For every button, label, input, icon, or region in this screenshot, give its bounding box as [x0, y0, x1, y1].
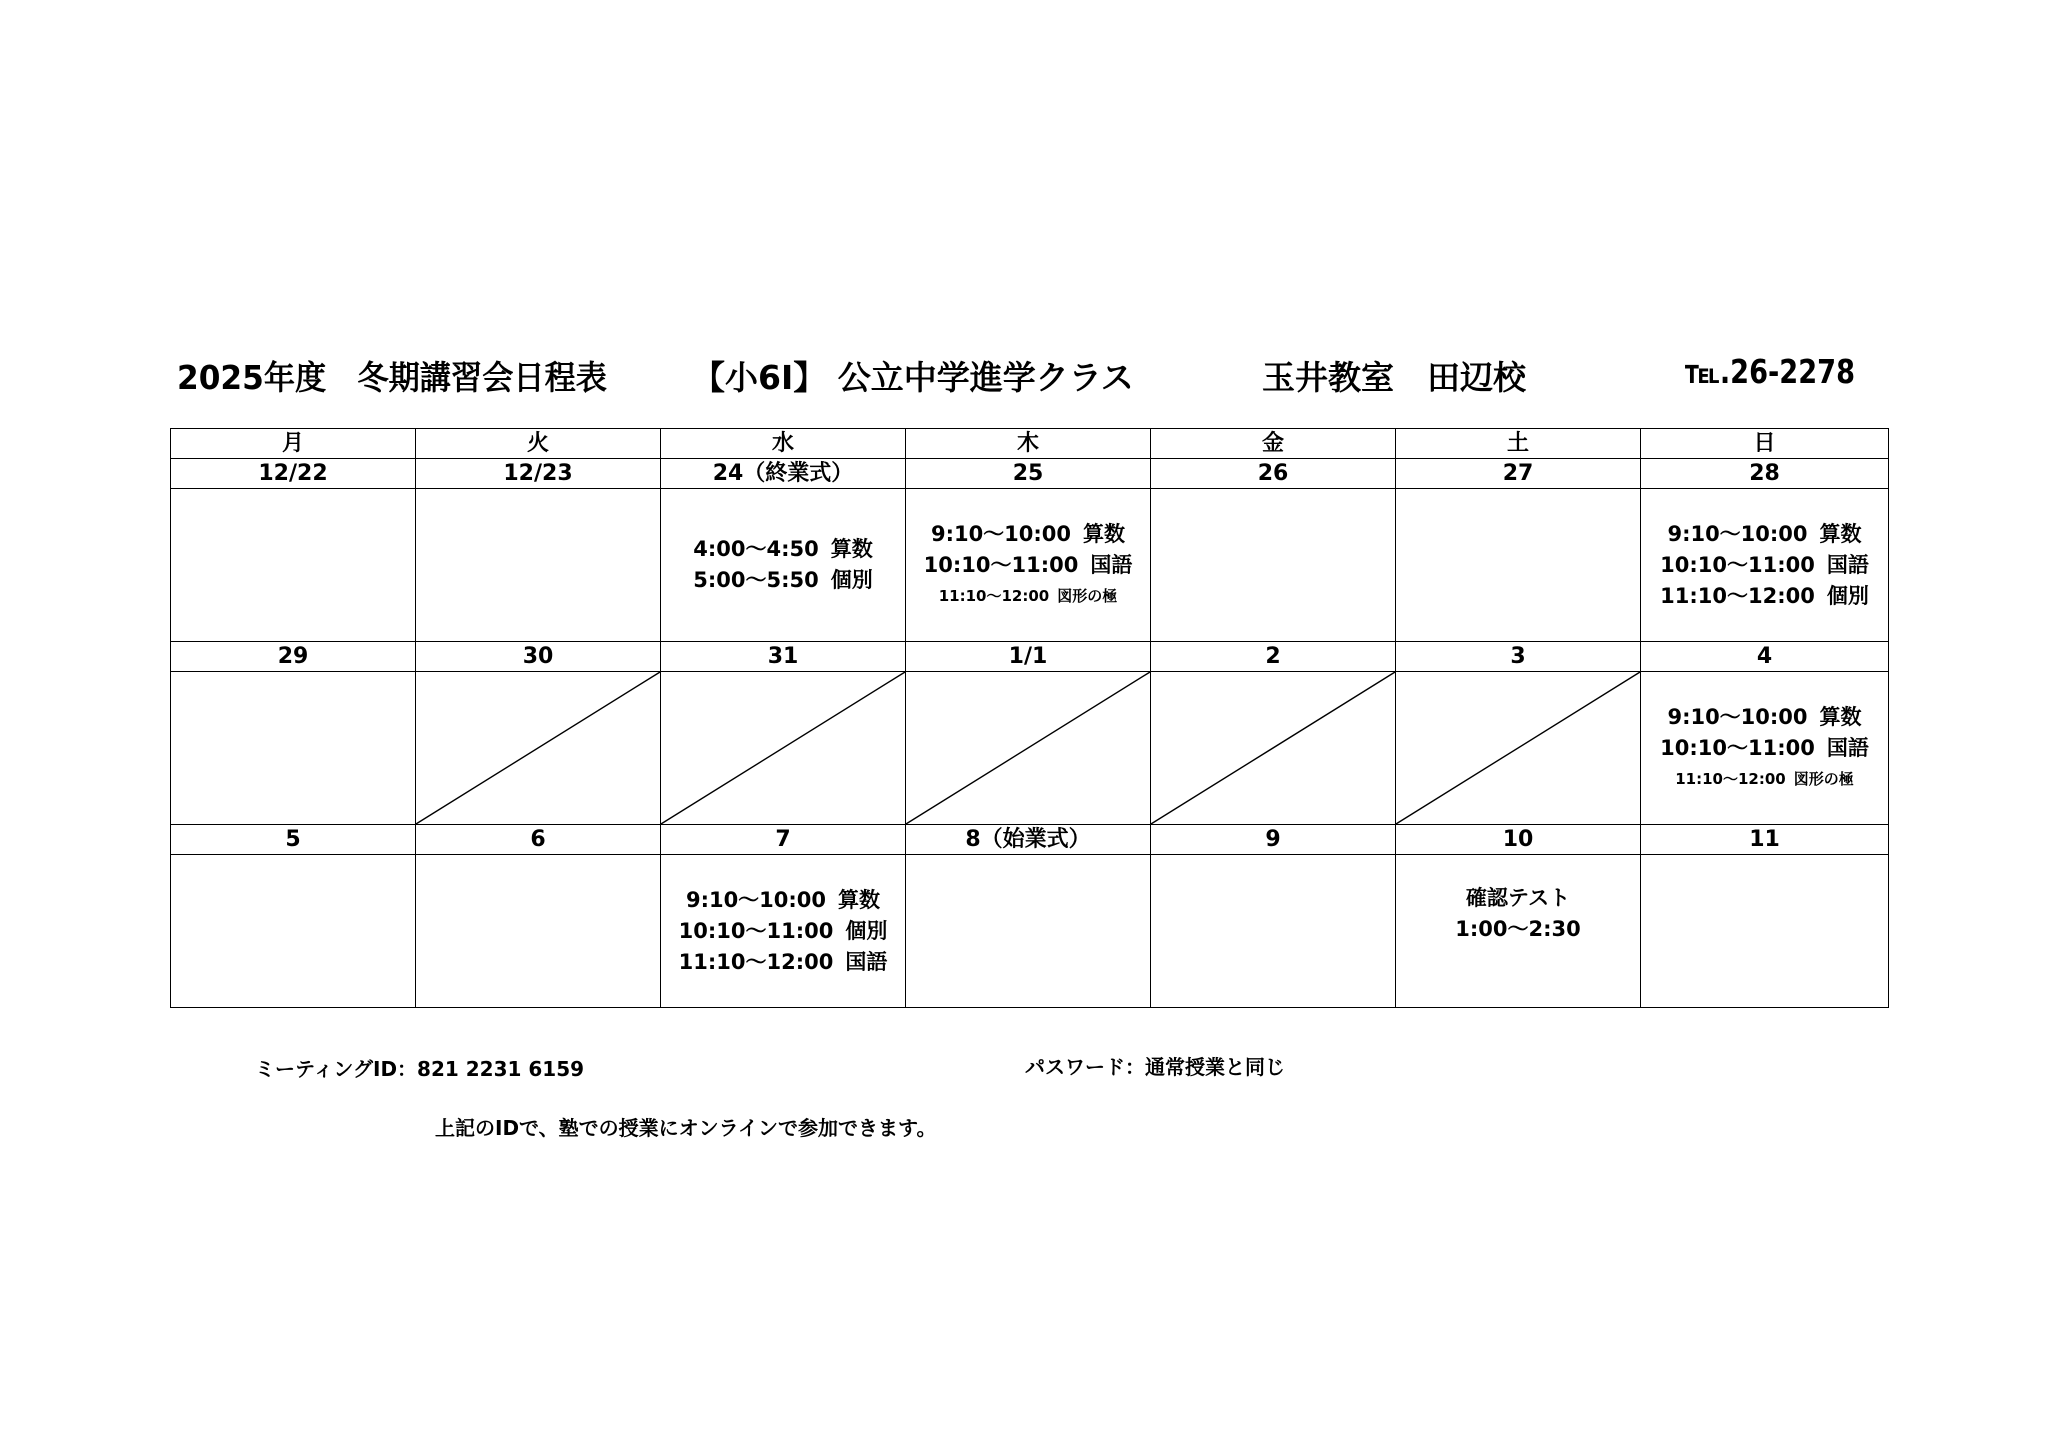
school-name: 玉井教室 田辺校: [1262, 358, 1526, 397]
lesson-subject: 図形の極: [1793, 769, 1854, 788]
weekday-header: 土: [1396, 429, 1641, 459]
title-row: [0, 352, 2048, 402]
weekday-header: 月: [171, 429, 416, 459]
closed-day-cell: [661, 672, 906, 825]
closed-day-cell: [1396, 672, 1641, 825]
date-cell: 27: [1396, 459, 1641, 489]
date-row: [171, 642, 1889, 672]
empty-day-cell: [1641, 855, 1889, 1008]
date-cell: 28: [1641, 459, 1889, 489]
closed-day-cell: [416, 672, 661, 825]
date-cell: 12/22: [171, 459, 416, 489]
closed-day-cell: [1151, 672, 1396, 825]
lesson-time: 10:10～11:00: [1660, 552, 1815, 577]
date-cell: 31: [661, 642, 906, 672]
lesson-subject: 国語: [1090, 552, 1133, 577]
lesson-slot: [906, 519, 1150, 550]
date-cell: 26: [1151, 459, 1396, 489]
online-note: 上記のIDで、塾での授業にオンラインで参加できます。: [435, 1116, 937, 1140]
lesson-subject: 個別: [1826, 583, 1869, 608]
date-cell: 25: [906, 459, 1151, 489]
class-name: 【小6Ⅰ】 公立中学進学クラス: [692, 358, 1134, 397]
lesson-time: 4:00～4:50: [693, 537, 819, 561]
date-cell: 3: [1396, 642, 1641, 672]
lesson-slot: [1641, 733, 1888, 764]
closed-day-cell: [906, 672, 1151, 825]
lesson-time: 9:10～10:00: [685, 887, 827, 912]
date-cell: 6: [416, 825, 661, 855]
schedule-row: [171, 855, 1889, 1008]
lesson-slot: [906, 550, 1150, 581]
empty-day-cell: [1151, 855, 1396, 1008]
lesson-time: 5:00～5:50: [693, 568, 819, 592]
event-note: 確認テスト: [1465, 886, 1571, 910]
closed-day-slash: [1396, 672, 1640, 824]
schedule-row: [171, 489, 1889, 642]
empty-day-cell: [1396, 489, 1641, 642]
schedule-table: [170, 428, 1889, 1008]
lesson-time: 9:10～10:00: [930, 521, 1072, 546]
date-cell: 8（始業式）: [906, 825, 1151, 855]
lesson-cell: [1641, 672, 1889, 825]
lesson-cell: [661, 855, 906, 1008]
lesson-subject: 算数: [1083, 521, 1126, 546]
lesson-slot: [1641, 764, 1888, 795]
date-cell: 4: [1641, 642, 1889, 672]
weekday-header: 木: [906, 429, 1151, 459]
lesson-slot: [661, 565, 905, 596]
lesson-slot: [661, 534, 905, 565]
weekday-header: 水: [661, 429, 906, 459]
lesson-slot: [1641, 550, 1888, 581]
event-note: 1:00～2:30: [1455, 917, 1581, 941]
lesson-slot: [661, 885, 905, 916]
lesson-subject: 個別: [845, 918, 888, 943]
lesson-cell: [906, 489, 1151, 642]
empty-day-cell: [171, 489, 416, 642]
empty-day-cell: [416, 855, 661, 1008]
empty-day-cell: [171, 672, 416, 825]
lesson-time: 10:10～11:00: [1660, 735, 1815, 760]
event-cell: [1396, 855, 1641, 1008]
lesson-time: 11:10～12:00: [678, 949, 834, 974]
closed-day-slash: [1151, 672, 1395, 824]
lesson-slot: [661, 947, 905, 978]
phone-number: ℡.26-2278: [1685, 352, 1855, 391]
lesson-time: 9:10～10:00: [1667, 704, 1808, 729]
empty-day-cell: [1151, 489, 1396, 642]
date-cell: 1/1: [906, 642, 1151, 672]
lesson-slot: [661, 916, 905, 947]
weekday-header-row: [171, 429, 1889, 459]
meeting-id: ミーティングID：821 2231 6159: [255, 1057, 585, 1081]
lesson-time: 10:10～11:00: [678, 918, 834, 943]
lesson-subject: 算数: [1819, 521, 1862, 546]
meeting-password: パスワード：通常授業と同じ: [1025, 1055, 1285, 1079]
closed-day-slash: [906, 672, 1150, 824]
weekday-header: 日: [1641, 429, 1889, 459]
weekday-header: 火: [416, 429, 661, 459]
closed-day-slash: [416, 672, 660, 824]
lesson-slot: [1641, 702, 1888, 733]
date-row: [171, 825, 1889, 855]
lesson-time: 10:10～11:00: [923, 552, 1079, 577]
lesson-time: 11:10～12:00: [938, 586, 1050, 605]
date-cell: 24（終業式）: [661, 459, 906, 489]
lesson-slot: [1641, 581, 1888, 612]
lesson-slot: [1641, 519, 1888, 550]
date-cell: 2: [1151, 642, 1396, 672]
lesson-time: 9:10～10:00: [1667, 521, 1808, 546]
weekday-header: 金: [1151, 429, 1396, 459]
lesson-subject: 国語: [1826, 552, 1869, 577]
lesson-subject: 算数: [1819, 704, 1862, 729]
lesson-cell: [1641, 489, 1889, 642]
lesson-subject: 国語: [845, 949, 888, 974]
lesson-slot: [906, 581, 1150, 612]
lesson-subject: 国語: [1826, 735, 1869, 760]
schedule-title: 2025年度 冬期講習会日程表: [177, 358, 607, 397]
lesson-subject: 算数: [838, 887, 881, 912]
lesson-time: 11:10～12:00: [1660, 583, 1815, 608]
date-cell: 30: [416, 642, 661, 672]
date-cell: 12/23: [416, 459, 661, 489]
date-row: [171, 459, 1889, 489]
date-cell: 11: [1641, 825, 1889, 855]
lesson-subject: 個別: [830, 568, 873, 592]
lesson-time: 11:10～12:00: [1675, 769, 1786, 788]
empty-day-cell: [416, 489, 661, 642]
lesson-cell: [661, 489, 906, 642]
empty-day-cell: [906, 855, 1151, 1008]
date-cell: 29: [171, 642, 416, 672]
date-cell: 5: [171, 825, 416, 855]
lesson-subject: 図形の極: [1057, 586, 1118, 605]
date-cell: 9: [1151, 825, 1396, 855]
closed-day-slash: [661, 672, 905, 824]
date-cell: 7: [661, 825, 906, 855]
lesson-subject: 算数: [830, 537, 873, 561]
schedule-row: [171, 672, 1889, 825]
date-cell: 10: [1396, 825, 1641, 855]
empty-day-cell: [171, 855, 416, 1008]
